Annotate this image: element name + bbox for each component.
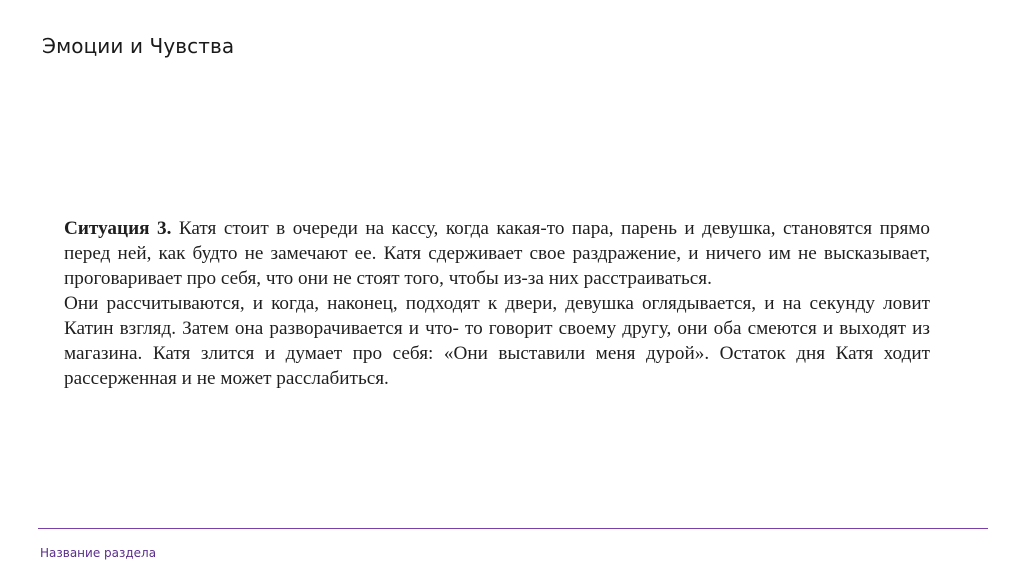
- situation-text-block: [64, 216, 930, 391]
- situation-paragraph-1-text: Катя стоит в очереди на кассу, когда какая-то пара, парень и девушка, становятся прямо перед ней, как будто не замечают ее. Катя сдерживает свое раздражение, и ничего им не высказывает, проговаривает про себя, что они не стоят того, чтобы из-за них расстраиваться.: [64, 218, 931, 289]
- situation-paragraph-1: [64, 216, 930, 291]
- situation-label: Ситуация 3.: [64, 218, 172, 239]
- footer-divider: [38, 528, 988, 529]
- situation-paragraph-2: Они рассчитываются, и когда, наконец, подходят к двери, девушка оглядывается, и на секунду ловит Катин взгляд. Затем она разворачивается и что- то говорит своему другу, они оба смеются и выходят из магазина. Катя злится и думает про себя: «Они выставили меня дурой». Остаток дня Катя ходит рассерженная и не может расслабиться.: [64, 293, 930, 389]
- footer-section-name: Название раздела: [40, 546, 157, 560]
- slide-title: Эмоции и Чувства: [42, 34, 235, 58]
